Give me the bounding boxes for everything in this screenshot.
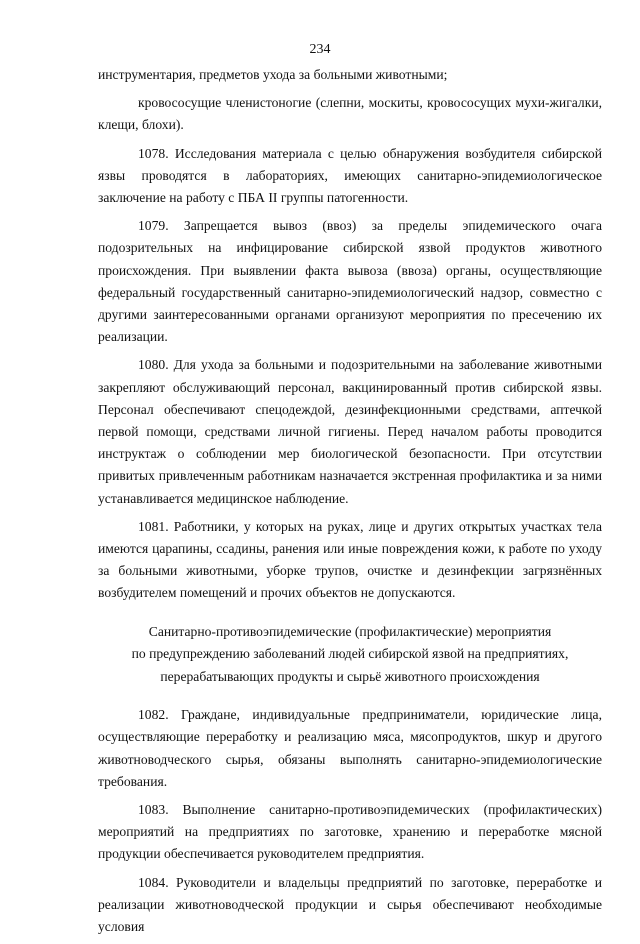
paragraphs-top — [98, 64, 602, 605]
section-heading-line-3: перерабатывающих продукты и сырьё животного происхождения — [160, 668, 540, 684]
document-body — [98, 64, 602, 944]
paragraph: 1081. Работники, у которых на руках, лице и других открытых участках тела имеются царапины, ссадины, ранения или иные повреждения кожи, к работе по уходу за больными животными, уборке трупов, очистке и дезинфекции загрязнённых возбудителем помещений и прочих объектов не допускаются. — [98, 518, 602, 601]
paragraph: 1082. Граждане, индивидуальные предприниматели, юридические лица, осуществляющие переработку и реализацию мяса, мясопродуктов, шкур и другого животноводческого сырья, обязаны выполнять санитарно-эпидемиологические требования. — [98, 707, 602, 789]
paragraphs-bottom — [98, 704, 602, 938]
section-heading-line-2: по предупреждению заболеваний людей сибирской язвой на предприятиях, — [131, 646, 569, 662]
section-heading — [98, 621, 602, 689]
paragraph: инструментария, предметов ухода за больными животными; — [98, 67, 448, 82]
paragraph: 1080. Для ухода за больными и подозрительными на заболевание животными закрепляют обслуживающий персонал, вакцинированный против сибирской язвы. Персонал обеспечивают спецодеждой, дезинфекционными средствами, аптечкой первой помощи, средствами личной гигиены. Перед началом работы проводится инструктаж о соблюдении мер биологической безопасности. При отсутствии привитых привлеченным работникам назначается экстренная профилактика и за ними устанавливается медицинское наблюдение. — [98, 357, 602, 506]
paragraph: 1079. Запрещается вывоз (ввоз) за пределы эпидемического очага подозрительных на инфицирование сибирской язвой продуктов животного происхождения. При выявлении факта вывоза (ввоза) органы, осуществляющие федеральный государственный санитарно-эпидемиологический надзор, совместно с другими заинтересованными органами организуют мероприятия по пресечению их реализации. — [98, 218, 602, 345]
paragraph: 1083. Выполнение санитарно-противоэпидемических (профилактических) мероприятий на предприятиях по заготовке, хранению и переработке мясной продукции обеспечивается руководителем предприятия. — [98, 801, 602, 862]
paragraph: 1078. Исследования материала с целью обнаружения возбудителя сибирской язвы проводятся в лабораториях, имеющих санитарно-эпидемиологическое заключение на работу с ПБА II группы патогенности. — [98, 145, 602, 206]
paragraph: кровососущие членистоногие (слепни, москиты, кровососущих мухи-жигалки, клещи, блохи). — [98, 95, 602, 133]
paragraph: 1084. Руководители и владельцы предприятий по заготовке, переработке и реализации животноводческой продукции и сырья обеспечивают необходимые условия — [98, 874, 602, 934]
section-heading-line-1: Санитарно-противоэпидемические (профилактические) мероприятия — [148, 623, 552, 639]
page-number: 234 — [309, 42, 331, 57]
